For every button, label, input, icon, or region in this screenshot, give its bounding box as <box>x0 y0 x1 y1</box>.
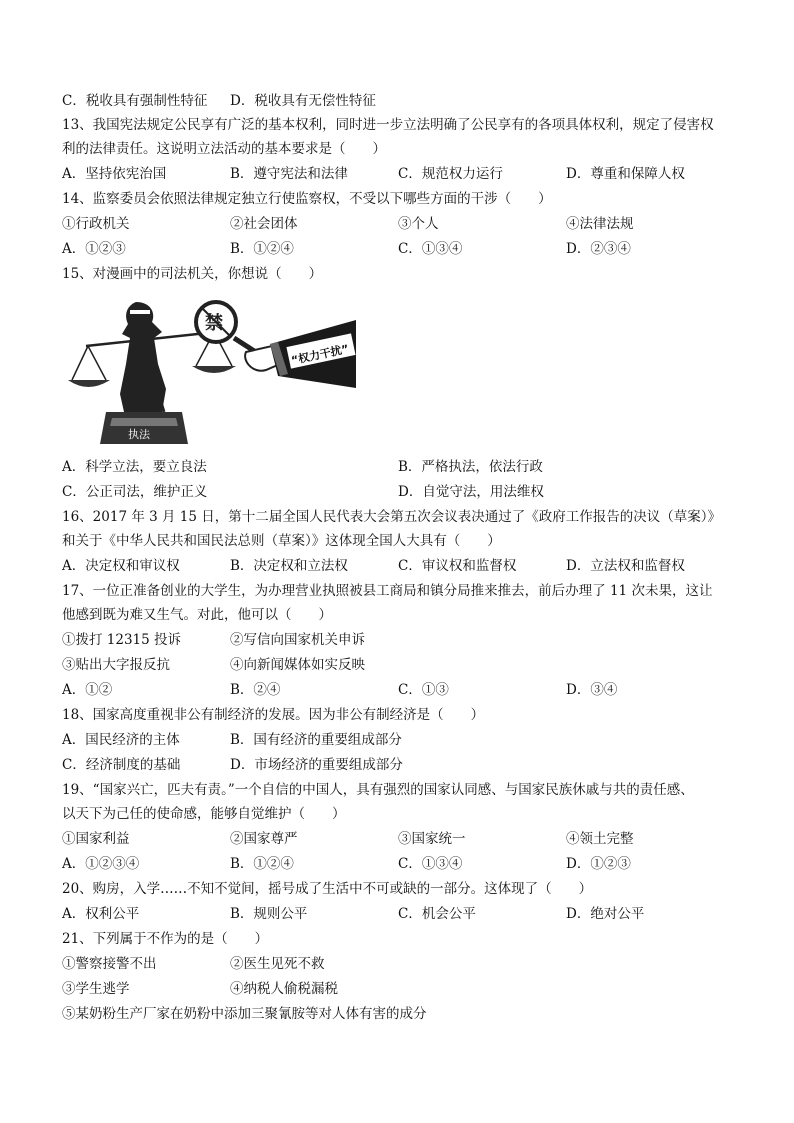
q16-option-a: A．决定权和审议权 <box>62 558 180 574</box>
q18-option-a: A．国民经济的主体 <box>62 732 180 748</box>
q19-item-3: ③国家统一 <box>398 831 466 847</box>
q19-option-b: B．①②④ <box>230 856 294 872</box>
question-21-stem: 21、下列属于不作为的是（ ） <box>62 931 269 947</box>
q19-option-a: A．①②③④ <box>62 856 140 872</box>
q17-option-c: C．①③ <box>398 682 449 698</box>
q16-option-b: B．决定权和立法权 <box>230 558 348 574</box>
q14-option-a: A．①②③ <box>62 241 126 257</box>
q13-option-d: D．尊重和保障人权 <box>566 166 685 182</box>
question-15-stem: 15、对漫画中的司法机关，你想说（ ） <box>62 266 323 282</box>
question-17-stem: 17、一位正准备创业的大学生，为办理营业执照被县工商局和镇分局推来推去，前后办理了 11 次未果，这让 <box>62 583 713 599</box>
q20-option-d: D．绝对公平 <box>566 906 645 922</box>
question-18-stem: 18、国家高度重视非公有制经济的发展。因为非公有制经济是（ ） <box>62 707 485 723</box>
q21-item-1: ①警察接警不出 <box>62 956 157 972</box>
q19-option-c: C．①③④ <box>398 856 463 872</box>
q17-item-4: ④向新闻媒体如实反映 <box>230 657 365 673</box>
question-17-stem-cont: 他感到既为难又生气。对此，他可以（ ） <box>62 607 332 623</box>
q13-option-b: B．遵守宪法和法律 <box>230 166 348 182</box>
question-13-stem: 13、我国宪法规定公民享有广泛的基本权利，同时进一步立法明确了公民享有的各项具体权利，规定了侵害权 <box>62 117 714 133</box>
question-16-stem: 16、2017 年 3 月 15 日，第十二届全国人民代表大会第五次会议表决通过了《政府工作报告的决议（草案）》 <box>62 509 722 525</box>
question-13-stem-cont: 利的法律责任。这说明立法活动的基本要求是（ ） <box>62 141 386 157</box>
q18-option-d: D．市场经济的重要组成部分 <box>230 757 403 773</box>
q19-item-4: ④领土完整 <box>566 831 634 847</box>
q16-option-c: C．审议权和监督权 <box>398 558 517 574</box>
q20-option-a: A．权利公平 <box>62 906 140 922</box>
q14-item-2: ②社会团体 <box>230 216 298 232</box>
q13-option-a: A．坚持依宪治国 <box>62 166 167 182</box>
q19-item-2: ②国家尊严 <box>230 831 298 847</box>
q21-item-2: ②医生见死不救 <box>230 956 325 972</box>
q14-option-b: B．①②④ <box>230 241 294 257</box>
q20-option-b: B．规则公平 <box>230 906 308 922</box>
q15-option-c: C．公正司法，维护正义 <box>62 484 208 500</box>
q17-option-d: D．③④ <box>566 682 618 698</box>
q14-item-4: ④法律法规 <box>566 216 634 232</box>
question-20-stem: 20、购房，入学……不知不觉间，摇号成了生活中不可或缺的一部分。这体现了（ ） <box>62 881 593 897</box>
q15-option-d: D．自觉守法，用法维权 <box>398 484 544 500</box>
q14-option-d: D．②③④ <box>566 241 631 257</box>
option-c-tax: C．税收具有强制性特征 <box>62 93 208 109</box>
q17-option-a: A．①② <box>62 682 113 698</box>
q20-option-c: C．机会公平 <box>398 906 476 922</box>
q14-option-c: C．①③④ <box>398 241 463 257</box>
q19-option-d: D．①②③ <box>566 856 631 872</box>
q14-item-1: ①行政机关 <box>62 216 130 232</box>
pedestal-label: 执法 <box>128 428 150 441</box>
q21-item-5: ⑤某奶粉生产厂家在奶粉中添加三聚氰胺等对人体有害的成分 <box>62 1006 427 1022</box>
q17-item-1: ①拨打 12315 投诉 <box>62 632 182 648</box>
question-19-stem: 19、“国家兴亡，匹夫有责。”一个自信的中国人，具有强烈的国家认同感、与国家民族休戚与共的责任感、 <box>62 782 694 798</box>
justice-scale-cartoon <box>66 294 356 446</box>
question-14-stem: 14、监察委员会依照法律规定独立行使监察权，不受以下哪些方面的干涉（ ） <box>62 191 552 207</box>
q18-option-c: C．经济制度的基础 <box>62 757 181 773</box>
q15-option-b: B．严格执法，依法行政 <box>398 459 543 475</box>
q16-option-d: D．立法权和监督权 <box>566 558 685 574</box>
q15-option-a: A．科学立法，要立良法 <box>62 459 207 475</box>
q17-item-3: ③贴出大字报反抗 <box>62 657 170 673</box>
question-16-stem-cont: 和关于《中华人民共和国民法总则（草案）》这体现全国人大具有（ ） <box>62 533 501 549</box>
q17-option-b: B．②④ <box>230 682 281 698</box>
question-19-stem-cont: 以天下为己任的使命感，能够自觉维护（ ） <box>62 806 346 822</box>
q14-item-3: ③个人 <box>398 216 439 232</box>
q19-item-1: ①国家利益 <box>62 831 130 847</box>
q13-option-c: C．规范权力运行 <box>398 166 503 182</box>
q17-item-2: ②写信向国家机关申诉 <box>230 632 365 648</box>
q21-item-3: ③学生逃学 <box>62 981 130 997</box>
power-interference-label: “权力干扰” <box>290 342 350 368</box>
option-d-tax: D．税收具有无偿性特征 <box>230 93 376 109</box>
q21-item-4: ④纳税人偷税漏税 <box>230 981 338 997</box>
forbid-sign-text: 禁 <box>205 313 223 334</box>
q18-option-b: B．国有经济的重要组成部分 <box>230 732 402 748</box>
